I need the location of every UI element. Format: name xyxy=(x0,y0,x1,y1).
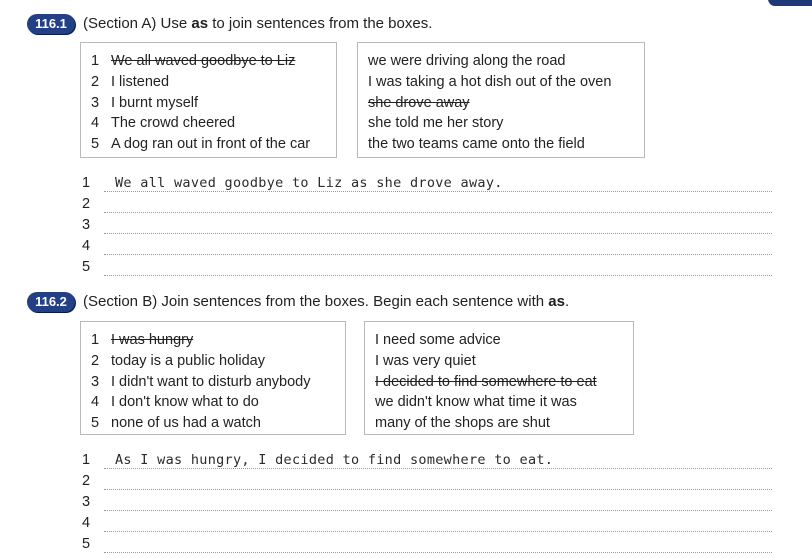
answer-row[interactable] xyxy=(80,173,772,194)
instruction-text-end: to join sentences from the boxes. xyxy=(208,15,433,32)
exercise-number-badge: 116.2 xyxy=(27,292,75,312)
sentence-number: 2 xyxy=(91,73,100,90)
sentence-text: I burnt myself xyxy=(111,94,199,111)
sentence-item xyxy=(91,372,345,393)
answer-line[interactable] xyxy=(104,191,772,192)
sentence-item: I decided to find somewhere to eat xyxy=(375,373,597,390)
answer-number: 3 xyxy=(82,494,91,510)
right-sentence-list xyxy=(365,322,633,434)
answer-row[interactable] xyxy=(80,471,772,492)
sentence-number: 3 xyxy=(91,373,100,390)
exercise-number-badge: 116.1 xyxy=(27,14,75,34)
answer-number: 1 xyxy=(82,175,91,191)
answer-number: 2 xyxy=(82,196,91,212)
answer-number: 3 xyxy=(82,217,91,233)
instruction-keyword: as xyxy=(191,15,209,32)
sentence-number: 1 xyxy=(91,332,100,348)
sentence-text: I didn't want to disturb anybody xyxy=(111,373,311,390)
answer-row[interactable] xyxy=(80,450,772,471)
sentence-text: none of us had a watch xyxy=(111,415,261,432)
sentence-item: she drove away xyxy=(368,94,470,111)
handwritten-answer: We all waved goodbye to Liz as she drove away. xyxy=(115,175,503,191)
corner-tab-decoration xyxy=(768,0,812,6)
answer-line[interactable] xyxy=(104,254,772,255)
answer-line[interactable] xyxy=(104,212,772,213)
exercise-instruction xyxy=(83,292,569,312)
sentence-item: the two teams came onto the field xyxy=(368,136,585,153)
answer-line[interactable] xyxy=(104,531,772,532)
answer-number: 4 xyxy=(82,238,91,254)
answer-line[interactable] xyxy=(104,510,772,511)
answer-line[interactable] xyxy=(104,489,772,490)
sentence-item xyxy=(91,413,345,434)
sentence-item xyxy=(91,134,336,155)
sentence-item: I need some advice xyxy=(375,332,501,348)
handwritten-answer: As I was hungry, I decided to find somewhere to eat. xyxy=(115,452,554,468)
sentence-item: I was very quiet xyxy=(375,352,476,369)
right-sentence-box xyxy=(364,321,634,435)
instruction-keyword: as xyxy=(548,293,565,310)
answer-number: 4 xyxy=(82,515,91,531)
sentence-item: I was taking a hot dish out of the oven xyxy=(368,73,612,90)
instruction-text-end: . xyxy=(564,293,570,310)
sentence-number: 5 xyxy=(91,415,100,432)
left-sentence-box xyxy=(80,42,337,158)
sentence-text: I don't know what to do xyxy=(111,394,259,411)
answer-row[interactable] xyxy=(80,215,772,236)
left-sentence-box xyxy=(80,321,346,435)
sentence-text: The crowd cheered xyxy=(111,115,236,132)
sentence-number: 2 xyxy=(91,352,100,369)
sentence-item: we were driving along the road xyxy=(368,53,566,69)
sentence-item: she told me her story xyxy=(368,115,504,132)
exercise-instruction xyxy=(83,14,432,34)
sentence-item xyxy=(91,72,336,93)
answer-number: 5 xyxy=(82,536,91,552)
answer-line[interactable] xyxy=(104,552,772,553)
sentence-number: 4 xyxy=(91,394,100,411)
sentence-text: I listened xyxy=(111,73,170,90)
answer-number: 5 xyxy=(82,259,91,275)
sentence-text: A dog ran out in front of the car xyxy=(111,136,311,153)
sentence-item: many of the shops are shut xyxy=(375,415,550,432)
sentence-number: 5 xyxy=(91,136,100,153)
sentence-number: 4 xyxy=(91,115,100,132)
answer-row[interactable] xyxy=(80,194,772,215)
answer-line[interactable] xyxy=(104,275,772,276)
sentence-item xyxy=(91,392,345,413)
sentence-text: today is a public holiday xyxy=(111,352,265,369)
answer-number: 1 xyxy=(82,452,91,468)
sentence-item: we didn't know what time it was xyxy=(375,394,577,411)
sentence-item xyxy=(91,351,345,372)
instruction-text: (Section A) Use xyxy=(83,15,192,32)
sentence-text: I was hungry xyxy=(111,332,194,348)
answer-number: 2 xyxy=(82,473,91,489)
sentence-number: 1 xyxy=(91,53,100,69)
sentence-text: We all waved goodbye to Liz xyxy=(111,53,296,69)
right-sentence-list xyxy=(358,43,644,155)
left-sentence-list xyxy=(81,43,336,155)
answer-line[interactable] xyxy=(104,468,772,469)
left-sentence-list xyxy=(81,322,345,434)
answer-row[interactable] xyxy=(80,236,772,257)
sentence-number: 3 xyxy=(91,94,100,111)
sentence-item xyxy=(91,113,336,134)
right-sentence-box xyxy=(357,42,645,158)
sentence-item xyxy=(91,93,336,114)
sentence-item xyxy=(91,330,345,351)
sentence-item xyxy=(91,51,336,72)
instruction-text: (Section B) Join sentences from the boxes. Begin each sentence with xyxy=(83,293,549,310)
answer-row[interactable] xyxy=(80,534,772,555)
answer-row[interactable] xyxy=(80,513,772,534)
answer-line[interactable] xyxy=(104,233,772,234)
answer-row[interactable] xyxy=(80,492,772,513)
answer-row[interactable] xyxy=(80,257,772,278)
